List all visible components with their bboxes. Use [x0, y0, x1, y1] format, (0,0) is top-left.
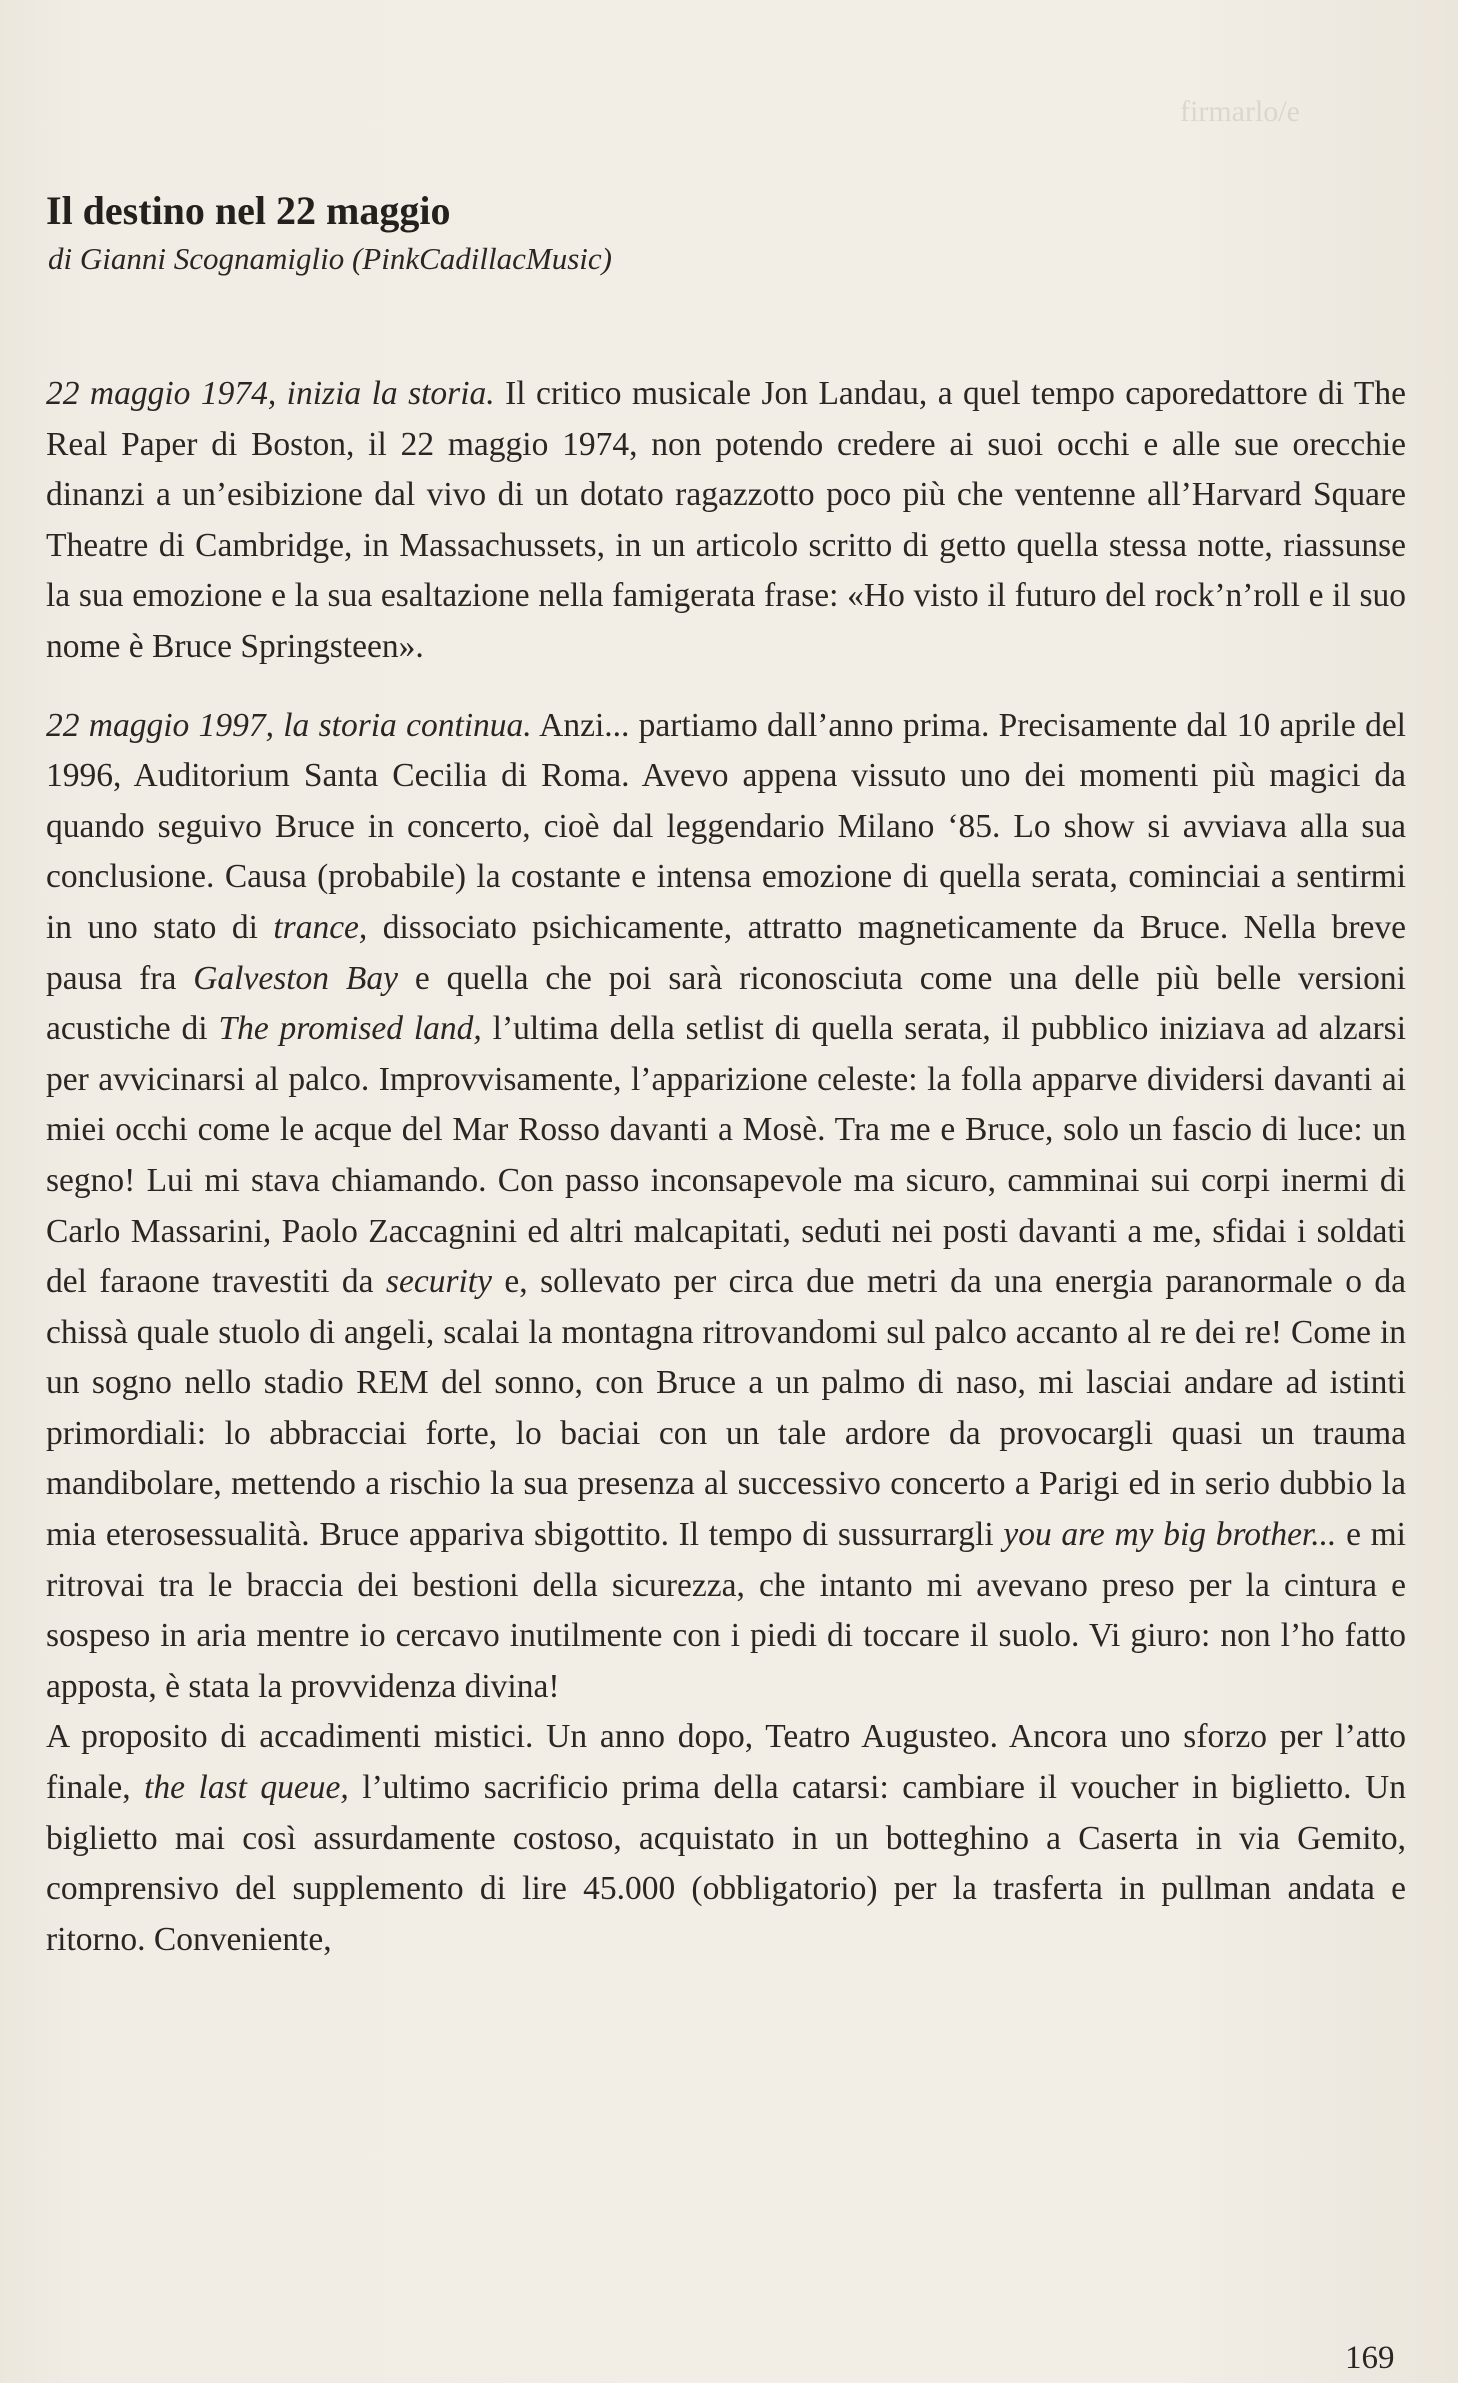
article-byline: di Gianni Scognamiglio (PinkCadillacMusic) [48, 241, 612, 276]
paragraph-2-text: Anzi... partiamo dall’anno prima. Precisamente dal 10 aprile del 1996, Auditorium Santa Cecilia di Roma. Avevo appena vissuto uno dei momenti più magici da quando seguivo Bruce in concerto, cioè dal leggendario Milano ‘85. Lo show si avviava alla sua conclusione. Causa (probabile) la costante e intensa emozione di quella serata, cominciai a sentirmi in uno stato di [46, 706, 1406, 946]
paragraph-1 [46, 369, 1406, 673]
paragraph-3-text: l’ultimo sacrificio prima della catarsi: cambiare il voucher in biglietto. Un biglietto mai così assurdamente costoso, acquistato in un botteghino a Caserta in via Gemito, comprensivo del supplemento di lire 45.000 (obbligatorio) per la trasferta in pullman andata e ritorno. Conveniente, [46, 1769, 1406, 1958]
paragraph-2-italic: security [385, 1263, 492, 1301]
paragraph-2-lead: 22 maggio 1997, la storia continua. [46, 706, 532, 744]
page-number: 169 [1345, 2340, 1395, 2376]
article [46, 185, 1406, 1965]
paragraph-3-italic: the last queue, [144, 1769, 349, 1807]
paragraph-2-text: dissociato psichicamente, attratto magneticamente da Bruce. Nella breve pausa fra [46, 908, 1406, 997]
paragraph-2-text: e, sollevato per circa due metri da una energia paranormale o da chissà quale stuolo di angeli, scalai la montagna ritrovandomi sul palco accanto al re dei re! Come in un sogno nello stadio REM del sonno, con Bruce a un palmo di naso, mi lasciai andare ad istinti primordiali: lo abbracciai forte, lo baciai con un tale ardore da provocargli quasi un trauma mandibolare, mettendo a rischio la sua presenza al successivo concerto a Parigi ed in serio dubbio la mia eterosessualità. Bruce appariva sbigottito. Il tempo di sussurrargli [46, 1263, 1406, 1554]
paragraph-2-text: e mi ritrovai tra le braccia dei bestioni della sicurezza, che intanto mi avevano preso per la cintura e sospeso in aria mentre io cercavo inutilmente con i piedi di toccare il suolo. Vi giuro: non l’ho fatto apposta, è stata la provvidenza divina! [46, 1516, 1406, 1705]
paragraph-2-italic: Galveston Bay [193, 959, 398, 997]
paragraph-2-italic: trance, [273, 908, 368, 946]
bleed-through-text: firmarlo/e [1180, 95, 1300, 128]
paragraph-2-text: e quella che poi sarà riconosciuta come una delle più belle versioni acustiche di [46, 959, 1406, 1048]
paragraph-2 [46, 701, 1406, 1713]
paragraph-1-body: Il critico musicale Jon Landau, a quel tempo caporedattore di The Real Paper di Boston, il 22 maggio 1974, non potendo credere ai suoi occhi e alle sue orecchie dinanzi a un’esibizione dal vivo di un dotato ragazzotto poco più che ventenne all’Harvard Square Theatre di Cambridge, in Massachussets, in un articolo scritto di getto quella stessa notte, riassunse la sua emozione e la sua esaltazione nella famigerata frase: «Ho visto il futuro del rock’n’roll e il suo nome è Bruce Springsteen». [46, 375, 1406, 665]
paragraph-1-lead: 22 maggio 1974, inizia la storia. [46, 375, 495, 412]
paragraph-2-text: l’ultima della setlist di quella serata, il pubblico iniziava ad alzarsi per avvicinarsi al palco. Improvvisamente, l’apparizione celeste: la folla apparve dividersi davanti ai miei occhi come le acque del Mar Rosso davanti a Mosè. Tra me e Bruce, solo un fascio di luce: un segno! Lui mi stava chiamando. Con passo inconsapevole ma sicuro, camminai sui corpi inermi di Carlo Massarini, Paolo Zaccagnini ed altri malcapitati, seduti nei posti davanti a me, sfidai i soldati del faraone travestiti da [46, 1010, 1407, 1301]
article-title: Il destino nel 22 maggio [46, 188, 451, 233]
paragraph-2-italic: The promised land, [218, 1010, 482, 1048]
paragraph-2-italic: you are my big brother... [1003, 1516, 1337, 1554]
paragraph-3 [46, 1712, 1406, 1965]
paragraph-3-text: A proposito di accadimenti mistici. Un anno dopo, Teatro Augusteo. Ancora uno sforzo per l’atto finale, [46, 1718, 1406, 1807]
